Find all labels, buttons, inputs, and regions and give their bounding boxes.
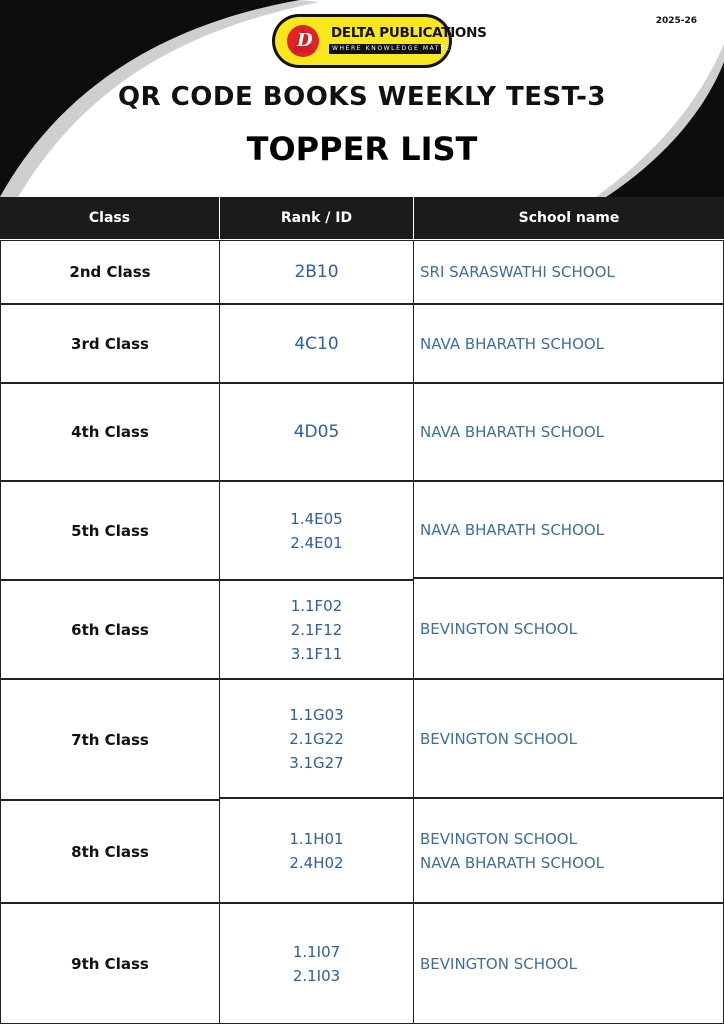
rank-cell <box>219 383 414 481</box>
school-cell <box>413 903 724 1024</box>
school-cell <box>413 240 724 304</box>
rank-id: 2.1G22 <box>289 729 344 748</box>
class-label: 8th Class <box>71 842 149 861</box>
school-cell <box>413 679 724 798</box>
rank-cell <box>219 580 414 679</box>
school-name: BEVINGTON SCHOOL <box>420 954 577 973</box>
page-subtitle: TOPPER LIST <box>246 130 478 168</box>
class-cell <box>0 383 220 481</box>
rank-cell <box>219 798 414 903</box>
class-label: 5th Class <box>71 521 149 540</box>
class-label: 9th Class <box>71 954 149 973</box>
school-name: SRI SARASWATHI SCHOOL <box>420 263 615 281</box>
rank-id: 1.1I07 <box>292 942 341 961</box>
rank-id: 3.1F11 <box>290 644 343 663</box>
rank-cell <box>219 240 414 304</box>
school-name: NAVA BHARATH SCHOOL <box>420 520 605 539</box>
class-label: 6th Class <box>71 620 149 639</box>
rank-id: 4D05 <box>293 422 340 442</box>
rank-cell <box>219 481 414 580</box>
class-label: 7th Class <box>71 730 149 749</box>
school-name: NAVA BHARATH SCHOOL <box>420 334 605 353</box>
class-cell <box>0 304 220 383</box>
class-cell <box>0 580 220 679</box>
rank-id: 2.1I03 <box>292 966 341 985</box>
rank-id: 2B10 <box>294 262 339 282</box>
rank-cell <box>219 304 414 383</box>
school-name: NAVA BHARATH SCHOOL <box>420 853 605 872</box>
school-name: BEVINGTON SCHOOL <box>420 829 577 848</box>
rank-id: 1.1H01 <box>289 829 344 848</box>
class-label: 4th Class <box>71 423 149 441</box>
logo-brand: DELTA PUBLICATIONS <box>331 25 487 41</box>
school-name: BEVINGTON SCHOOL <box>420 619 577 638</box>
rank-id: 1.1F02 <box>290 596 343 615</box>
rank-id: 2.4E01 <box>290 533 343 552</box>
school-name: BEVINGTON SCHOOL <box>420 729 577 748</box>
school-name: NAVA BHARATH SCHOOL <box>420 423 605 441</box>
academic-year: 2025-26 <box>655 16 697 26</box>
column-header-school: School name <box>414 197 724 239</box>
rank-id: 2.4H02 <box>289 853 344 872</box>
page-title: QR CODE BOOKS WEEKLY TEST-3 <box>118 82 606 112</box>
rank-cell <box>219 679 414 798</box>
class-cell <box>0 903 220 1024</box>
school-cell <box>413 481 724 578</box>
class-label: 3rd Class <box>71 334 149 353</box>
rank-id: 3.1G27 <box>289 753 344 772</box>
school-cell <box>413 578 724 679</box>
class-cell <box>0 800 220 903</box>
school-cell <box>413 798 724 903</box>
logo-letter: D <box>297 30 313 51</box>
delta-publications-logo <box>271 13 487 69</box>
rank-id: 2.1F12 <box>290 620 343 639</box>
rank-cell <box>219 903 414 1024</box>
class-cell <box>0 481 220 580</box>
logo-tagline: WHERE KNOWLEDGE MATTERS <box>332 45 462 52</box>
school-cell <box>413 304 724 383</box>
rank-id: 4C10 <box>294 333 339 354</box>
column-header-rank: Rank / ID <box>220 197 413 239</box>
class-label: 2nd Class <box>69 263 151 281</box>
rank-id: 1.4E05 <box>290 509 343 528</box>
class-cell <box>0 240 220 304</box>
column-header-class: Class <box>0 197 219 239</box>
rank-id: 1.1G03 <box>289 705 344 724</box>
class-cell <box>0 679 220 800</box>
school-cell <box>413 383 724 481</box>
